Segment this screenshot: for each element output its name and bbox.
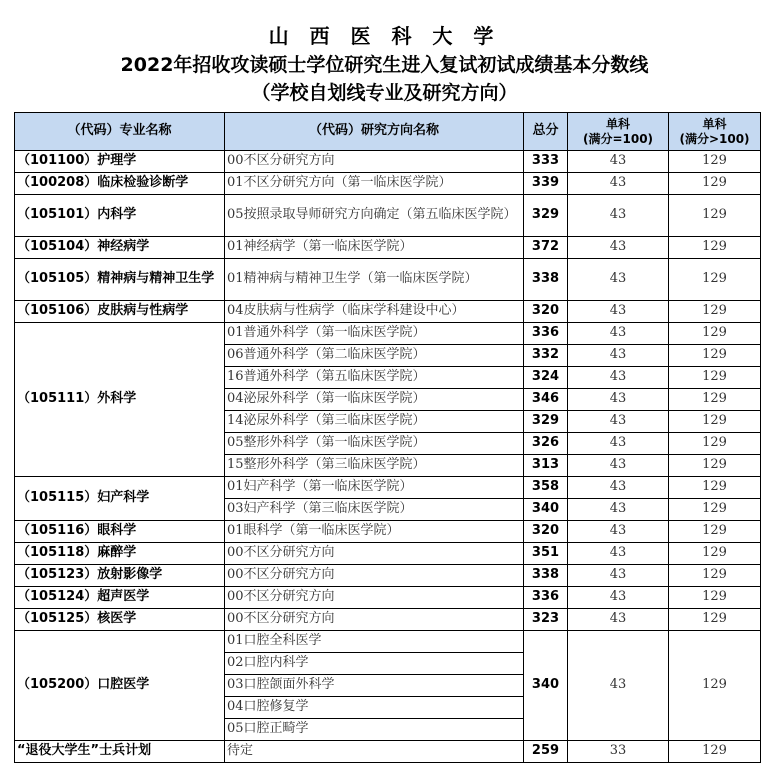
direction-cell: 01眼科学（第一临床医学院） <box>225 521 524 543</box>
single-over-100-cell: 129 <box>669 587 761 609</box>
direction-cell: 01普通外科学（第一临床医学院） <box>225 323 524 345</box>
total-score-cell: 332 <box>524 345 568 367</box>
single-100-cell: 43 <box>568 499 669 521</box>
table-row <box>15 237 761 259</box>
single-over-100-cell: 129 <box>669 521 761 543</box>
total-score-cell: 323 <box>524 609 568 631</box>
single-over-100-cell: 129 <box>669 301 761 323</box>
total-score-cell: 351 <box>524 543 568 565</box>
single-over-100-cell: 129 <box>669 477 761 499</box>
total-score-cell: 336 <box>524 323 568 345</box>
header-major: （代码）专业名称 <box>15 113 225 151</box>
single-over-100-cell: 129 <box>669 631 761 741</box>
single-100-cell: 43 <box>568 389 669 411</box>
header-single-over-100 <box>669 113 761 151</box>
direction-cell: 04泌尿外科学（第一临床医学院） <box>225 389 524 411</box>
single-100-cell: 43 <box>568 411 669 433</box>
total-score-cell: 329 <box>524 195 568 237</box>
direction-cell: 15整形外科学（第三临床医学院） <box>225 455 524 477</box>
major-cell: （101100）护理学 <box>15 151 225 173</box>
direction-cell: 04口腔修复学 <box>225 697 524 719</box>
table-row <box>15 587 761 609</box>
header-single-100-label: 单科 <box>605 117 630 132</box>
document-title: 2022年招收攻读硕士学位研究生进入复试初试成绩基本分数线 <box>120 54 649 76</box>
score-table <box>14 112 761 763</box>
total-score-cell: 329 <box>524 411 568 433</box>
total-score-cell: 372 <box>524 237 568 259</box>
direction-cell: 05按照录取导师研究方向确定（第五临床医学院） <box>225 195 524 237</box>
single-over-100-cell: 129 <box>669 323 761 345</box>
single-100-cell: 43 <box>568 301 669 323</box>
direction-cell: 06普通外科学（第二临床医学院） <box>225 345 524 367</box>
major-cell: （105125）核医学 <box>15 609 225 631</box>
single-100-cell: 43 <box>568 565 669 587</box>
single-over-100-cell: 129 <box>669 195 761 237</box>
direction-cell: 04皮肤病与性病学（临床学科建设中心） <box>225 301 524 323</box>
total-score-cell: 336 <box>524 587 568 609</box>
single-100-cell: 43 <box>568 345 669 367</box>
single-100-cell: 43 <box>568 323 669 345</box>
single-over-100-cell: 129 <box>669 499 761 521</box>
document-subtitle: （学校自划线专业及研究方向） <box>251 82 518 104</box>
single-100-cell: 43 <box>568 151 669 173</box>
table-row <box>15 173 761 195</box>
table-row <box>15 521 761 543</box>
major-cell: （100208）临床检验诊断学 <box>15 173 225 195</box>
single-over-100-cell: 129 <box>669 565 761 587</box>
direction-cell: 01神经病学（第一临床医学院） <box>225 237 524 259</box>
total-score-cell: 338 <box>524 565 568 587</box>
major-cell: （105104）神经病学 <box>15 237 225 259</box>
total-score-cell: 259 <box>524 741 568 763</box>
single-100-cell: 43 <box>568 477 669 499</box>
major-cell: “退役大学生”士兵计划 <box>15 741 225 763</box>
single-over-100-cell: 129 <box>669 345 761 367</box>
direction-cell: 01精神病与精神卫生学（第一临床医学院） <box>225 259 524 301</box>
single-over-100-cell: 129 <box>669 259 761 301</box>
major-cell: （105101）内科学 <box>15 195 225 237</box>
direction-cell: 00不区分研究方向 <box>225 151 524 173</box>
header-single-100 <box>568 113 669 151</box>
table-row <box>15 565 761 587</box>
total-score-cell: 333 <box>524 151 568 173</box>
single-100-cell: 43 <box>568 521 669 543</box>
single-over-100-cell: 129 <box>669 411 761 433</box>
single-100-cell: 43 <box>568 543 669 565</box>
single-over-100-cell: 129 <box>669 173 761 195</box>
table-row <box>15 323 761 345</box>
total-score-cell: 313 <box>524 455 568 477</box>
direction-cell: 00不区分研究方向 <box>225 609 524 631</box>
major-cell: （105105）精神病与精神卫生学 <box>15 259 225 301</box>
header-single-100-note: (满分=100) <box>582 131 654 146</box>
direction-cell: 00不区分研究方向 <box>225 543 524 565</box>
table-row <box>15 195 761 237</box>
direction-cell: 05口腔正畸学 <box>225 719 524 741</box>
single-100-cell: 43 <box>568 587 669 609</box>
major-cell: （105106）皮肤病与性病学 <box>15 301 225 323</box>
single-over-100-cell: 129 <box>669 367 761 389</box>
total-score-cell: 340 <box>524 499 568 521</box>
table-row <box>15 543 761 565</box>
table-row <box>15 631 761 653</box>
university-title: 山 西 医 科 大 学 <box>268 24 501 48</box>
direction-cell: 02口腔内科学 <box>225 653 524 675</box>
table-row <box>15 477 761 499</box>
direction-cell: 01不区分研究方向（第一临床医学院） <box>225 173 524 195</box>
direction-cell: 01口腔全科医学 <box>225 631 524 653</box>
total-score-cell: 358 <box>524 477 568 499</box>
single-100-cell: 43 <box>568 433 669 455</box>
single-100-cell: 43 <box>568 609 669 631</box>
single-over-100-cell: 129 <box>669 237 761 259</box>
major-cell: （105111）外科学 <box>15 323 225 477</box>
major-cell: （105200）口腔医学 <box>15 631 225 741</box>
single-100-cell: 43 <box>568 631 669 741</box>
direction-cell: 01妇产科学（第一临床医学院） <box>225 477 524 499</box>
header-single-over-100-label: 单科 <box>702 117 727 132</box>
single-over-100-cell: 129 <box>669 543 761 565</box>
direction-cell: 14泌尿外科学（第三临床医学院） <box>225 411 524 433</box>
single-100-cell: 43 <box>568 173 669 195</box>
single-100-cell: 43 <box>568 237 669 259</box>
single-100-cell: 43 <box>568 195 669 237</box>
direction-cell: 05整形外科学（第一临床医学院） <box>225 433 524 455</box>
table-row <box>15 741 761 763</box>
single-over-100-cell: 129 <box>669 741 761 763</box>
direction-cell: 03妇产科学（第三临床医学院） <box>225 499 524 521</box>
single-over-100-cell: 129 <box>669 455 761 477</box>
major-cell: （105115）妇产科学 <box>15 477 225 521</box>
total-score-cell: 338 <box>524 259 568 301</box>
table-row <box>15 609 761 631</box>
header-row <box>15 113 761 151</box>
major-cell: （105116）眼科学 <box>15 521 225 543</box>
total-score-cell: 320 <box>524 301 568 323</box>
total-score-cell: 324 <box>524 367 568 389</box>
major-cell: （105118）麻醉学 <box>15 543 225 565</box>
table-row <box>15 259 761 301</box>
single-over-100-cell: 129 <box>669 609 761 631</box>
single-over-100-cell: 129 <box>669 151 761 173</box>
total-score-cell: 340 <box>524 631 568 741</box>
total-score-cell: 346 <box>524 389 568 411</box>
header-single-over-100-note: (满分>100) <box>679 131 750 146</box>
major-cell: （105123）放射影像学 <box>15 565 225 587</box>
single-over-100-cell: 129 <box>669 433 761 455</box>
single-over-100-cell: 129 <box>669 389 761 411</box>
total-score-cell: 320 <box>524 521 568 543</box>
total-score-cell: 339 <box>524 173 568 195</box>
table-body <box>15 151 761 763</box>
direction-cell: 00不区分研究方向 <box>225 565 524 587</box>
table-row <box>15 301 761 323</box>
direction-cell: 03口腔颌面外科学 <box>225 675 524 697</box>
direction-cell: 16普通外科学（第五临床医学院） <box>225 367 524 389</box>
single-100-cell: 43 <box>568 367 669 389</box>
total-score-cell: 326 <box>524 433 568 455</box>
single-100-cell: 43 <box>568 259 669 301</box>
single-100-cell: 43 <box>568 455 669 477</box>
single-100-cell: 33 <box>568 741 669 763</box>
direction-cell: 待定 <box>225 741 524 763</box>
header-direction: （代码）研究方向名称 <box>225 113 524 151</box>
table-row <box>15 151 761 173</box>
direction-cell: 00不区分研究方向 <box>225 587 524 609</box>
major-cell: （105124）超声医学 <box>15 587 225 609</box>
header-total: 总分 <box>524 113 568 151</box>
